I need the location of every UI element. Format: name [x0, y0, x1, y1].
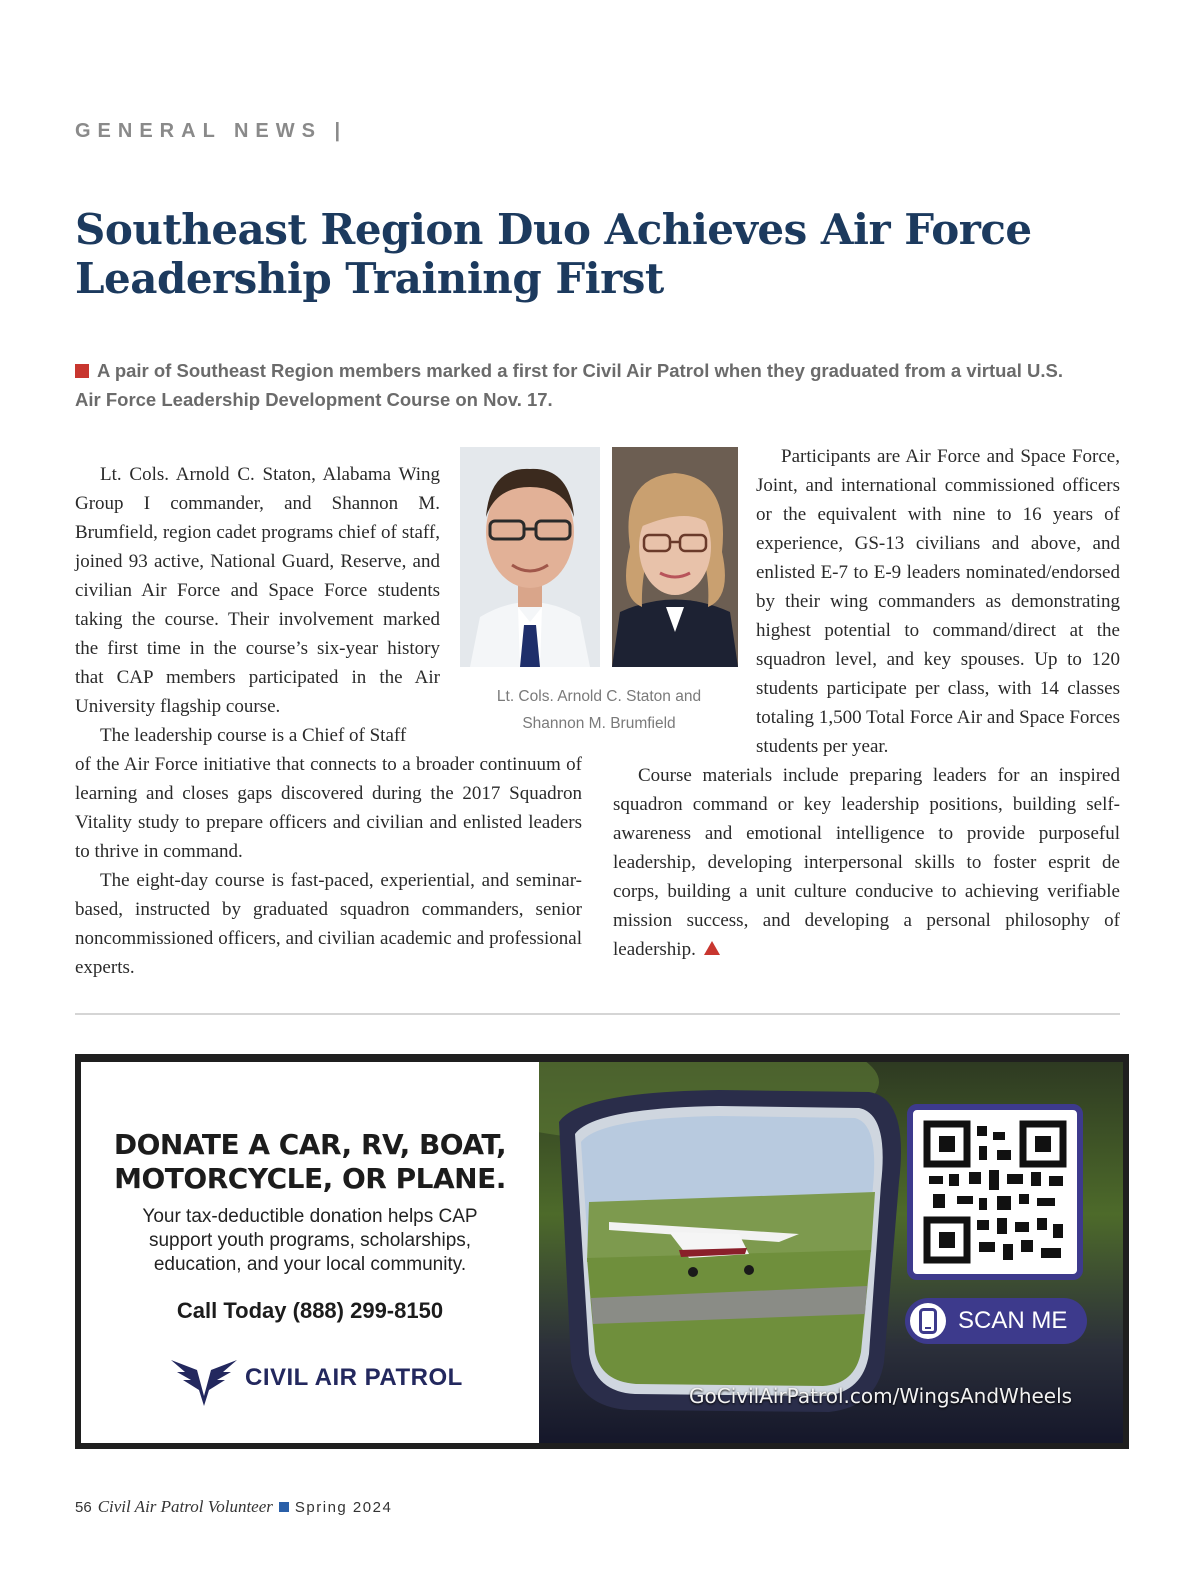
cap-logo-text: CIVIL AIR PATROL [245, 1364, 463, 1391]
paragraph-1: Lt. Cols. Arnold C. Staton, Alabama Wing Group I commander, and Shannon M. Brumfield, region cadet programs chief of staff, joined 93 active, National Guard, Reserve, and civilian Air Force and Space Force students taking the course. Their involvement marked the first time in the course’s six-year history that CAP members participated in the Air University flagship course. [75, 464, 440, 717]
scan-me-button[interactable] [905, 1298, 1087, 1344]
red-square-icon [75, 364, 89, 378]
ad-headline [81, 1128, 539, 1196]
cap-wings-icon [171, 1350, 237, 1406]
ad-subtext-line-2: support youth programs, scholarships, [148, 1230, 472, 1251]
photo-staton [460, 447, 600, 667]
paragraph-2-end: of the Air Force initiative that connects to a broader continuum of learning and closes gaps discovered during the 2017 Squadron Vitality study to prepare officers and civilian and enlisted leaders to thrive in command. [75, 754, 582, 862]
paragraph-5 [613, 761, 1120, 964]
ad-subtext-line-1: Your tax-deductible donation helps CAP [142, 1206, 478, 1227]
phone-icon [910, 1303, 946, 1339]
caption-line-1: Lt. Cols. Arnold C. Staton and [496, 688, 702, 705]
paragraph-5-text: Course materials include preparing leaders for an inspired squadron command or key leadership positions, building self-awareness and emotional intelligence to provide purposeful leadership, developing interpersonal skills to foster esprit de corps, building a unit culture conducive to achieving verifiable mission success, and developing a personal philosophy of leadership. [613, 765, 1120, 960]
qr-code[interactable] [907, 1104, 1083, 1280]
paragraph-4: Participants are Air Force and Space Force, Joint, and international commissioned officers or the equivalent with nine to 16 years of experience, GS-13 civilians and above, and enlisted E-7 to E-9 leaders nominated/endorsed by their wing commanders as demonstrating highest potential to command/direct at the squadron level, and key spouses. Up to 120 students participate per class, with 14 classes totaling 1,500 Total Force Air and Space Forces students per year. [756, 446, 1120, 757]
ad-headline-line-1: DONATE A CAR, RV, BOAT, [113, 1128, 507, 1161]
ad-phone-call: Call Today (888) 299-8150 [176, 1298, 444, 1323]
article-column-left [75, 460, 440, 750]
paragraph-2-start: The leadership course is a Chief of Staff [100, 725, 407, 746]
ad-headline-line-2: MOTORCYCLE, OR PLANE. [114, 1162, 506, 1195]
paragraph-3: The eight-day course is fast-paced, experiential, and seminar-based, instructed by graduated squadron commanders, senior noncommissioned officers, and civilian academic and professional experts. [75, 870, 582, 978]
section-label: GENERAL NEWS | [75, 120, 348, 142]
caption-line-2: Shannon M. Brumfield [522, 715, 676, 732]
qr-code-icon [913, 1110, 1077, 1274]
article-column-left-lower [75, 750, 582, 982]
section-divider [75, 1013, 1120, 1015]
article-column-right-lower [613, 761, 1120, 964]
photo-caption [460, 683, 738, 737]
portrait-man-image [460, 447, 600, 667]
issue-season: Spring 2024 [294, 1499, 393, 1516]
lede-text: A pair of Southeast Region members marked a first for Civil Air Patrol when they graduated from a virtual U.S. Air Force Leadership Development Course on Nov. 17. [75, 360, 1063, 410]
end-triangle-icon [704, 941, 720, 955]
ad-image-panel [539, 1062, 1123, 1443]
scan-me-label: SCAN ME [958, 1307, 1068, 1334]
ad-text-panel [81, 1062, 539, 1443]
cap-logo [171, 1348, 463, 1408]
page-footer [75, 1497, 392, 1517]
ad-subtext [81, 1205, 539, 1277]
article-column-right [756, 442, 1120, 761]
ad-url[interactable]: GoCivilAirPatrol.com/WingsAndWheels [689, 1384, 1073, 1408]
donation-ad[interactable] [75, 1054, 1129, 1449]
photo-brumfield [612, 447, 738, 667]
article-title: Southeast Region Duo Achieves Air Force Leadership Training First [75, 205, 1032, 303]
ad-subtext-line-3: education, and your local community. [153, 1254, 467, 1275]
blue-square-icon [279, 1502, 289, 1512]
article-lede [75, 356, 1065, 414]
publication-name: Civil Air Patrol Volunteer [97, 1497, 273, 1516]
page-number: 56 [75, 1499, 92, 1516]
portrait-woman-image [612, 447, 738, 667]
